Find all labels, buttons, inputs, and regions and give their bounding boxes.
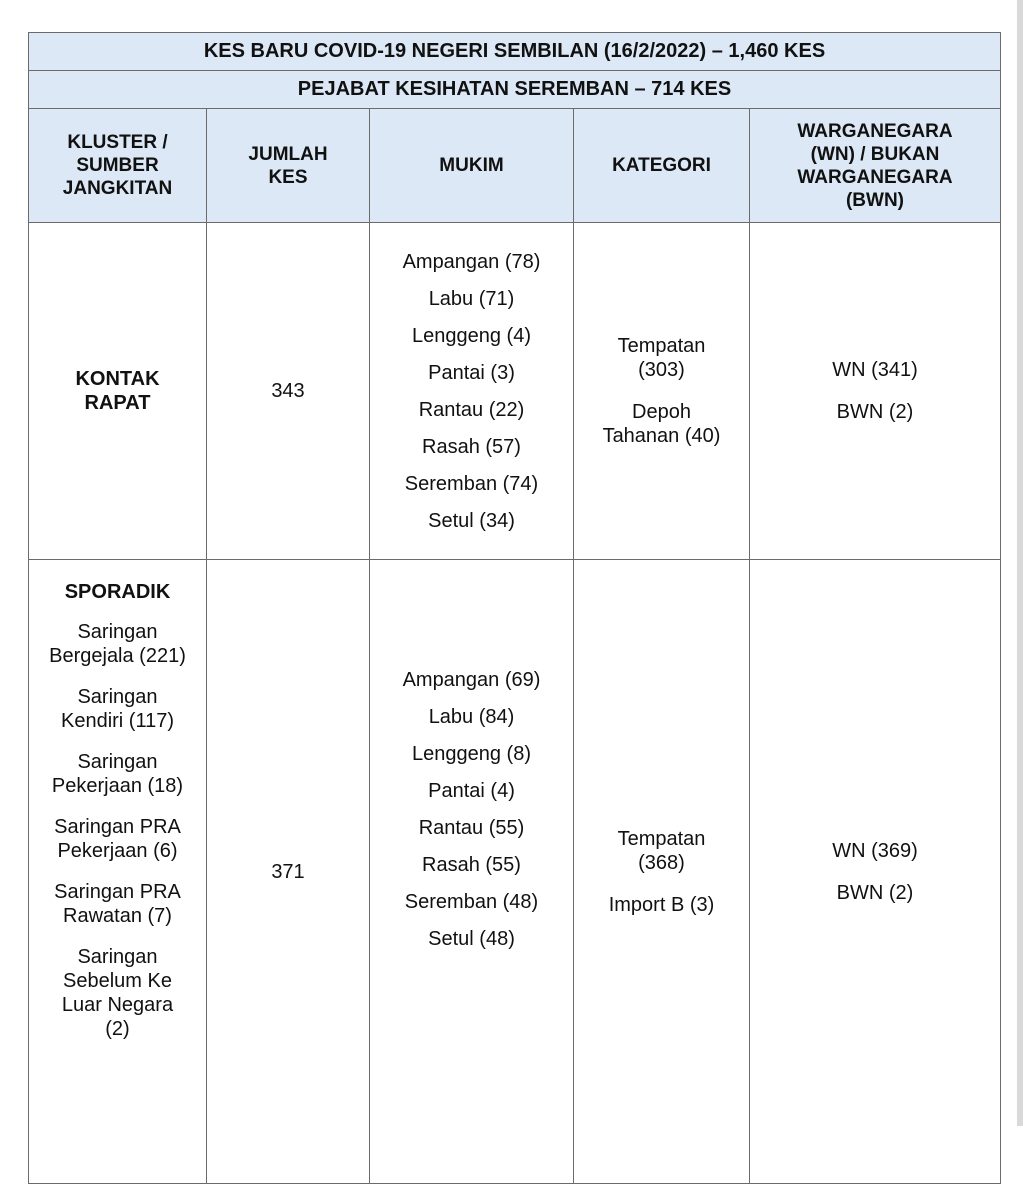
sub-item-line: Sebelum Ke (63, 970, 172, 992)
kategori-line: Tempatan (617, 335, 706, 357)
mukim-item: Seremban (48) (404, 891, 539, 913)
sub-item-line: Bergejala (221) (49, 645, 186, 667)
sub-item (35, 815, 200, 863)
sub-item (35, 620, 200, 668)
kategori-line: Import B (3) (608, 893, 715, 916)
warganegara-cell (750, 223, 1001, 560)
sub-item-line: Rawatan (7) (63, 905, 172, 927)
sub-item-line: Saringan (77, 621, 158, 643)
sub-item-line: Saringan PRA (54, 881, 181, 903)
mukim-item: Labu (84) (428, 706, 515, 728)
sub-item (35, 945, 200, 1041)
mukim-item: Setul (48) (428, 928, 515, 950)
mukim-item: Pantai (4) (428, 780, 515, 802)
sub-item (35, 685, 200, 733)
header-cluster-line: KLUSTER / (67, 132, 168, 153)
mukim-item: Lenggeng (4) (412, 324, 531, 347)
table-row (29, 223, 1001, 560)
sub-item-line: Saringan PRA (54, 816, 181, 838)
table-title: KES BARU COVID-19 NEGERI SEMBILAN (16/2/2022) – 1,460 KES (29, 33, 1001, 71)
warganegara-cell (750, 560, 1001, 1184)
title-row (29, 33, 1001, 71)
table-row (29, 560, 1001, 1184)
cluster-cell (29, 560, 207, 1184)
table-subtitle: PEJABAT KESIHATAN SEREMBAN – 714 KES (29, 71, 1001, 109)
cluster-cell (29, 223, 207, 560)
kategori-line: Depoh (632, 401, 691, 423)
jumlah-cell: 371 (207, 560, 370, 1184)
header-kategori (574, 109, 750, 223)
header-jumlah-line: KES (268, 166, 308, 188)
header-warganegara-line: (BWN) (845, 189, 905, 211)
mukim-item: Ampangan (69) (402, 669, 541, 691)
mukim-item: Labu (71) (428, 287, 515, 310)
cluster-name-line: KONTAK (75, 368, 160, 390)
header-cluster-line: SUMBER (76, 155, 159, 176)
header-warganegara-line: (WN) / BUKAN (810, 143, 940, 165)
mukim-item: Rantau (22) (418, 398, 525, 421)
cluster-name-line: SPORADIK (64, 581, 171, 603)
header-kategori-line: KATEGORI (612, 155, 711, 176)
mukim-item: Rasah (55) (422, 854, 521, 876)
kategori-line: Tempatan (617, 827, 706, 850)
page-edge-shadow (1017, 0, 1023, 1126)
mukim-item: Rantau (55) (418, 817, 525, 839)
mukim-item: Setul (34) (428, 509, 515, 532)
sub-item-line: Luar Negara (61, 994, 174, 1016)
kategori-item (580, 400, 743, 448)
sub-item-line: Saringan (77, 946, 158, 968)
sub-item-line: Pekerjaan (6) (57, 840, 178, 862)
kategori-cell (574, 223, 750, 560)
header-warganegara (750, 109, 1001, 223)
sub-item-line: Pekerjaan (18) (51, 775, 184, 797)
header-jumlah-line: JUMLAH (248, 143, 328, 165)
mukim-item: Ampangan (78) (402, 250, 541, 273)
mukim-item: Pantai (3) (428, 361, 515, 384)
kategori-line: Tahanan (40) (602, 425, 721, 447)
sub-item (35, 750, 200, 798)
mukim-item: Lenggeng (8) (412, 743, 531, 765)
sub-item-line: Kendiri (117) (60, 710, 175, 732)
sub-item-line: (2) (105, 1018, 130, 1040)
sub-item-line: Saringan (77, 686, 158, 708)
header-jumlah (207, 109, 370, 223)
kategori-cell (574, 560, 750, 1184)
warganegara-item: BWN (2) (836, 881, 914, 904)
header-mukim (370, 109, 574, 223)
mukim-cell (370, 560, 574, 1184)
kategori-item (580, 827, 743, 875)
cluster-name-line: RAPAT (84, 392, 151, 414)
mukim-item: Seremban (74) (404, 472, 539, 495)
jumlah-cell: 343 (207, 223, 370, 560)
mukim-cell (370, 223, 574, 560)
header-cluster (29, 109, 207, 223)
warganegara-item: WN (341) (832, 359, 918, 381)
covid-cases-table (28, 32, 1001, 1184)
subtitle-row (29, 71, 1001, 109)
warganegara-item: BWN (2) (836, 401, 914, 423)
header-mukim-line: MUKIM (439, 155, 504, 176)
sub-item (35, 880, 200, 928)
header-cluster-line: JANGKITAN (62, 178, 173, 199)
sub-item-line: Saringan (77, 751, 158, 773)
header-warganegara-line: WARGANEGARA (797, 120, 953, 142)
kategori-line: (368) (638, 851, 685, 874)
kategori-item (580, 334, 743, 382)
kategori-line: (303) (638, 359, 685, 381)
kategori-item (580, 893, 743, 917)
header-warganegara-line: WARGANEGARA (797, 166, 953, 188)
mukim-item: Rasah (57) (422, 435, 521, 458)
warganegara-item: WN (369) (832, 839, 918, 862)
header-row (29, 109, 1001, 223)
